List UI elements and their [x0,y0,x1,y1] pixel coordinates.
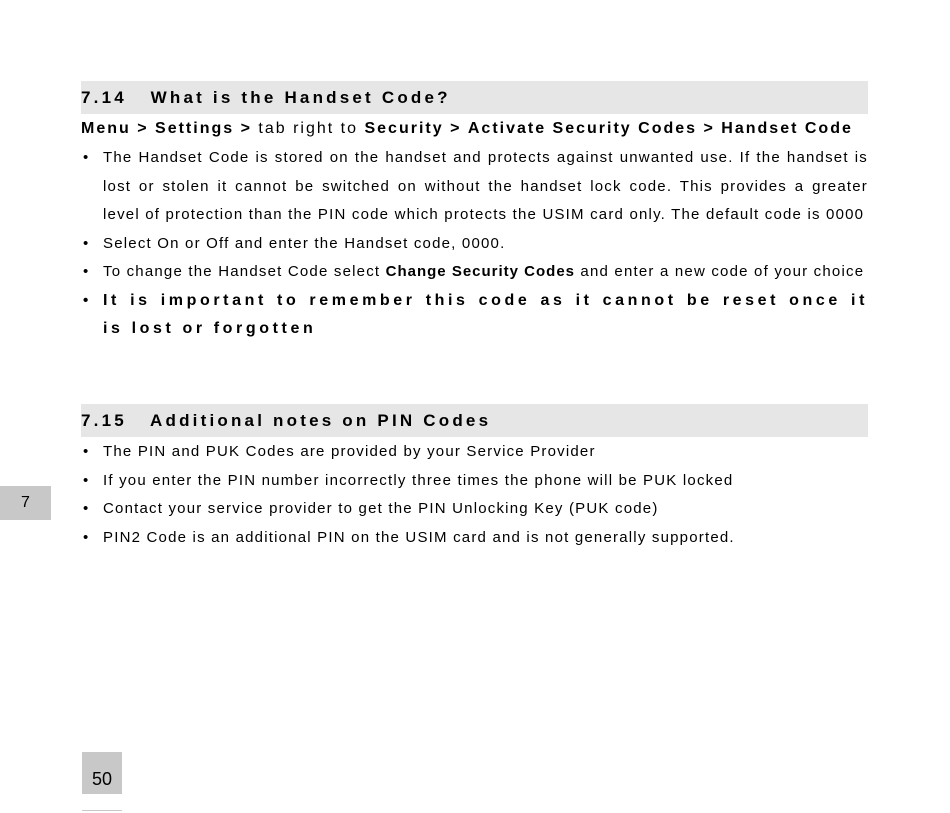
menu-path-menu: Menu [81,120,131,137]
menu-path-security: Security [364,120,444,137]
list-item-text: PIN2 Code is an additional PIN on the USIM card and is not generally supported. [103,528,735,546]
menu-path-settings: Settings [155,120,235,137]
menu-path-handset-code: Handset Code [721,120,853,137]
menu-path-activate: Activate Security Codes [467,120,698,137]
menu-path [81,118,871,140]
section-heading-7-14 [81,81,868,114]
list-item-text: The PIN and PUK Codes are provided by your Service Provider [103,443,596,460]
bullet-list-7-15 [81,438,868,552]
chapter-number: 7 [21,494,30,511]
menu-path-separator: > [450,120,462,137]
list-item [81,524,868,553]
bullet-icon: • [83,234,90,252]
list-item [81,258,868,287]
important-notice [81,287,868,344]
list-item-text: To change the Handset Code select [103,263,381,280]
section-heading-7-15 [81,404,868,437]
page-number-box [82,752,122,794]
list-item [81,438,868,467]
list-item-text: The Handset Code is stored on the handset and protects against unwanted use. If the handset is lost or stolen it cannot be switched on without the handset lock code. This provides a greater level of protection than the PIN code which protects the USIM card only. The default code is 0000 [103,149,868,223]
list-item [81,467,868,496]
menu-path-separator: > [137,120,149,137]
bullet-list-7-14 [81,144,868,344]
bullet-icon: • [83,291,92,309]
page-number: 50 [91,769,113,789]
section-title: 7.14 What is the Handset Code? [81,87,451,107]
list-item [81,144,868,230]
page-number-rule [82,810,122,811]
bullet-icon: • [83,149,90,166]
list-item [81,230,868,259]
list-item-text: Select On or Off and enter the Handset code, 0000. [103,234,506,252]
change-security-codes-label: Change Security Codes [385,263,576,280]
chapter-tab [0,486,51,520]
list-item [81,495,868,524]
list-item-text: and enter a new code of your choice [580,263,865,280]
important-notice-text: It is important to remember this code as it cannot be reset once it is lost or forgotten [103,291,868,337]
section-title: 7.15 Additional notes on PIN Codes [81,410,492,430]
bullet-icon: • [83,443,90,460]
bullet-icon: • [83,471,90,489]
list-item-text: If you enter the PIN number incorrectly three times the phone will be PUK locked [103,471,734,489]
list-item-text: Contact your service provider to get the PIN Unlocking Key (PUK code) [103,500,659,517]
bullet-icon: • [83,528,90,546]
bullet-icon: • [83,263,90,280]
bullet-icon: • [83,500,90,517]
menu-path-separator: > [240,120,252,137]
menu-path-tab-text: tab right to [258,120,359,137]
menu-path-separator: > [703,120,715,137]
